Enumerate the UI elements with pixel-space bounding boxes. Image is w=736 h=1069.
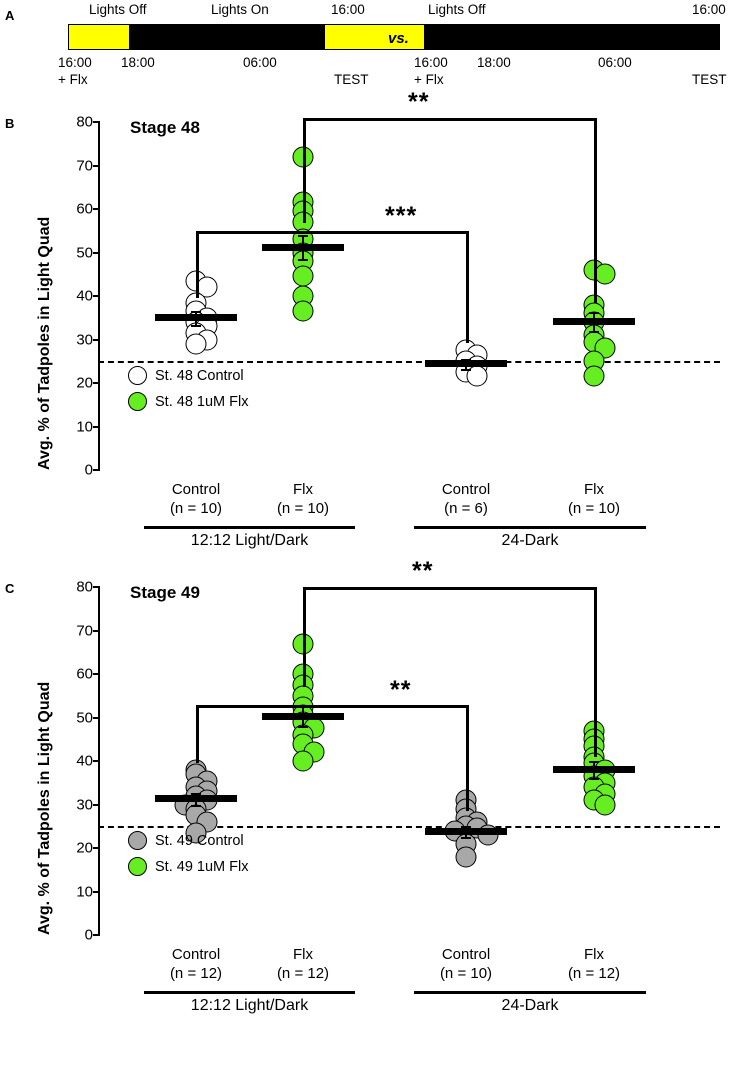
- error-bar: [593, 312, 595, 331]
- x-axis-group-label: [568, 480, 620, 518]
- y-tick-label: 30: [76, 331, 93, 348]
- y-axis-label: Avg. % of Tadpoles in Light Quad: [36, 681, 53, 935]
- significance-bracket-leg: [466, 231, 469, 343]
- chart-title: Stage 49: [130, 583, 200, 602]
- y-tick-mark: [93, 469, 100, 471]
- y-tick-mark: [93, 208, 100, 210]
- significance-bracket: [196, 705, 466, 708]
- y-tick-label: 70: [76, 622, 93, 639]
- y-tick-mark: [93, 165, 100, 167]
- vs-label: vs.: [388, 30, 409, 47]
- left-time-06: 06:00: [243, 55, 277, 70]
- y-tick-label: 10: [76, 883, 93, 900]
- condition-group-line: [144, 526, 355, 529]
- y-tick-label: 80: [76, 113, 93, 131]
- y-tick-label: 20: [76, 839, 93, 857]
- panel-b-letter: B: [5, 116, 15, 131]
- y-tick-mark: [93, 586, 100, 588]
- left-test-label: TEST: [334, 72, 369, 87]
- y-tick-mark: [93, 295, 100, 297]
- y-tick-label: 30: [76, 796, 93, 813]
- significance-bracket: [303, 587, 594, 590]
- condition-group-label: 12:12 Light/Dark: [190, 997, 309, 1014]
- data-point: [293, 266, 314, 287]
- condition-group-label: 24-Dark: [501, 532, 559, 549]
- data-point: [293, 751, 314, 772]
- significance-stars: **: [412, 557, 434, 585]
- x-axis-group-label: [170, 480, 222, 518]
- x-category-label: Control: [441, 946, 491, 963]
- significance-bracket-leg: [196, 231, 199, 298]
- segment-constant-dark: [424, 24, 720, 50]
- y-tick-label: 0: [84, 926, 93, 944]
- error-bar-cap: [298, 235, 308, 237]
- x-category-label: Control: [441, 481, 491, 498]
- significance-bracket-leg: [466, 705, 469, 811]
- error-bar-cap: [589, 761, 599, 763]
- panel-a-schematic: [0, 0, 736, 92]
- error-bar-cap: [461, 826, 471, 828]
- x-n-label: (n = 6): [444, 500, 488, 517]
- condition-group-line: [414, 526, 646, 529]
- condition-group-label: 12:12 Light/Dark: [190, 532, 309, 549]
- significance-bracket-leg: [594, 118, 597, 303]
- right-time-06: 06:00: [598, 55, 632, 70]
- left-start-time: 16:00: [58, 55, 92, 70]
- chart-title: Stage 48: [130, 118, 200, 137]
- x-axis-group-label: [170, 945, 222, 983]
- y-tick-mark: [93, 717, 100, 719]
- data-point: [595, 264, 616, 285]
- significance-bracket-leg: [196, 705, 199, 763]
- legend-marker-icon: [128, 366, 147, 385]
- y-tick-mark: [93, 847, 100, 849]
- y-tick-label: 60: [76, 665, 93, 683]
- significance-bracket: [196, 231, 466, 234]
- x-category-label: Control: [171, 946, 221, 963]
- x-axis-group-label: [568, 945, 620, 983]
- y-tick-mark: [93, 804, 100, 806]
- y-tick-mark: [93, 934, 100, 936]
- error-bar-cap: [589, 312, 599, 314]
- panel-a-letter: A: [5, 8, 15, 23]
- error-bar: [302, 706, 304, 726]
- x-axis-group-label: [277, 480, 329, 518]
- data-point: [456, 846, 477, 867]
- error-bar-cap: [589, 331, 599, 333]
- y-tick-mark: [93, 673, 100, 675]
- x-n-label: (n = 10): [567, 500, 621, 517]
- y-tick-label: 50: [76, 244, 93, 261]
- x-category-label: Flx: [584, 481, 604, 498]
- right-start-sub: + Flx: [414, 72, 444, 87]
- y-tick-label: 80: [76, 578, 93, 596]
- y-tick-label: 50: [76, 709, 93, 726]
- y-tick-label: 40: [76, 752, 93, 770]
- error-bar: [195, 311, 197, 325]
- right-end-time: 16:00: [692, 2, 726, 17]
- significance-bracket-leg: [303, 587, 306, 687]
- left-lights-on-label: Lights On: [211, 2, 269, 17]
- legend-marker-icon: [128, 392, 147, 411]
- y-tick-label: 70: [76, 157, 93, 174]
- left-time-18: 18:00: [121, 55, 155, 70]
- significance-bracket: [303, 118, 594, 121]
- error-bar-cap: [191, 793, 201, 795]
- left-lights-off-label: Lights Off: [89, 2, 147, 17]
- y-tick-mark: [93, 339, 100, 341]
- panel-c-letter: C: [5, 581, 15, 596]
- error-bar: [302, 235, 304, 259]
- error-bar-cap: [191, 311, 201, 313]
- legend-marker-icon: [128, 857, 147, 876]
- segment-lights-off-night: [130, 24, 324, 50]
- error-bar-cap: [589, 778, 599, 780]
- y-tick-mark: [93, 760, 100, 762]
- y-tick-label: 40: [76, 287, 93, 305]
- right-test-label: TEST: [692, 72, 727, 87]
- error-bar-cap: [298, 726, 308, 728]
- x-axis-group-label: [440, 945, 492, 983]
- left-end-time: 16:00: [331, 2, 365, 17]
- legend-label: St. 49 1uM Flx: [155, 859, 249, 875]
- data-point: [595, 794, 616, 815]
- x-n-label: (n = 10): [439, 965, 493, 982]
- y-tick-label: 20: [76, 374, 93, 392]
- y-tick-mark: [93, 382, 100, 384]
- significance-bracket-leg: [303, 118, 306, 223]
- x-n-label: (n = 12): [567, 965, 621, 982]
- right-dark-bar: [424, 24, 722, 50]
- condition-group-line: [414, 991, 646, 994]
- legend-label: St. 48 Control: [155, 368, 244, 384]
- error-bar-cap: [191, 325, 201, 327]
- y-tick-label: 60: [76, 200, 93, 218]
- y-tick-mark: [93, 252, 100, 254]
- panel-c-chart: [0, 557, 736, 1035]
- x-axis-group-label: [277, 945, 329, 983]
- y-tick-mark: [93, 630, 100, 632]
- data-point: [293, 301, 314, 322]
- y-tick-label: 0: [84, 461, 93, 479]
- segment-lights-on-evening: [68, 24, 130, 50]
- right-lights-off-label: Lights Off: [428, 2, 486, 17]
- error-bar: [593, 761, 595, 778]
- y-tick-mark: [93, 891, 100, 893]
- condition-group-label: 24-Dark: [501, 997, 559, 1014]
- panel-b-chart: [0, 88, 736, 570]
- significance-stars: **: [390, 676, 412, 704]
- condition-group-line: [144, 991, 355, 994]
- error-bar-cap: [461, 369, 471, 371]
- significance-bracket-leg: [594, 587, 597, 757]
- left-light-cycle-bar: [68, 24, 388, 50]
- x-n-label: (n = 10): [169, 500, 223, 517]
- significance-stars: ***: [385, 202, 418, 230]
- error-bar-cap: [461, 359, 471, 361]
- y-axis-label: Avg. % of Tadpoles in Light Quad: [36, 216, 53, 470]
- error-bar-cap: [461, 837, 471, 839]
- x-category-label: Flx: [293, 946, 313, 963]
- x-axis-group-label: [442, 480, 490, 518]
- legend-label: St. 49 Control: [155, 833, 244, 849]
- x-category-label: Flx: [584, 946, 604, 963]
- x-n-label: (n = 12): [169, 965, 223, 982]
- right-start-time: 16:00: [414, 55, 448, 70]
- right-time-18: 18:00: [477, 55, 511, 70]
- legend-marker-icon: [128, 831, 147, 850]
- x-category-label: Flx: [293, 481, 313, 498]
- data-point: [186, 333, 207, 354]
- chance-level-line: [98, 361, 720, 363]
- x-n-label: (n = 10): [276, 500, 330, 517]
- error-bar-cap: [298, 259, 308, 261]
- significance-stars: **: [408, 88, 430, 116]
- error-bar-cap: [191, 805, 201, 807]
- left-start-sub: + Flx: [58, 72, 88, 87]
- y-tick-label: 10: [76, 418, 93, 435]
- y-tick-mark: [93, 426, 100, 428]
- x-category-label: Control: [171, 481, 221, 498]
- legend-label: St. 48 1uM Flx: [155, 394, 249, 410]
- y-tick-mark: [93, 121, 100, 123]
- data-point: [584, 366, 605, 387]
- x-n-label: (n = 12): [276, 965, 330, 982]
